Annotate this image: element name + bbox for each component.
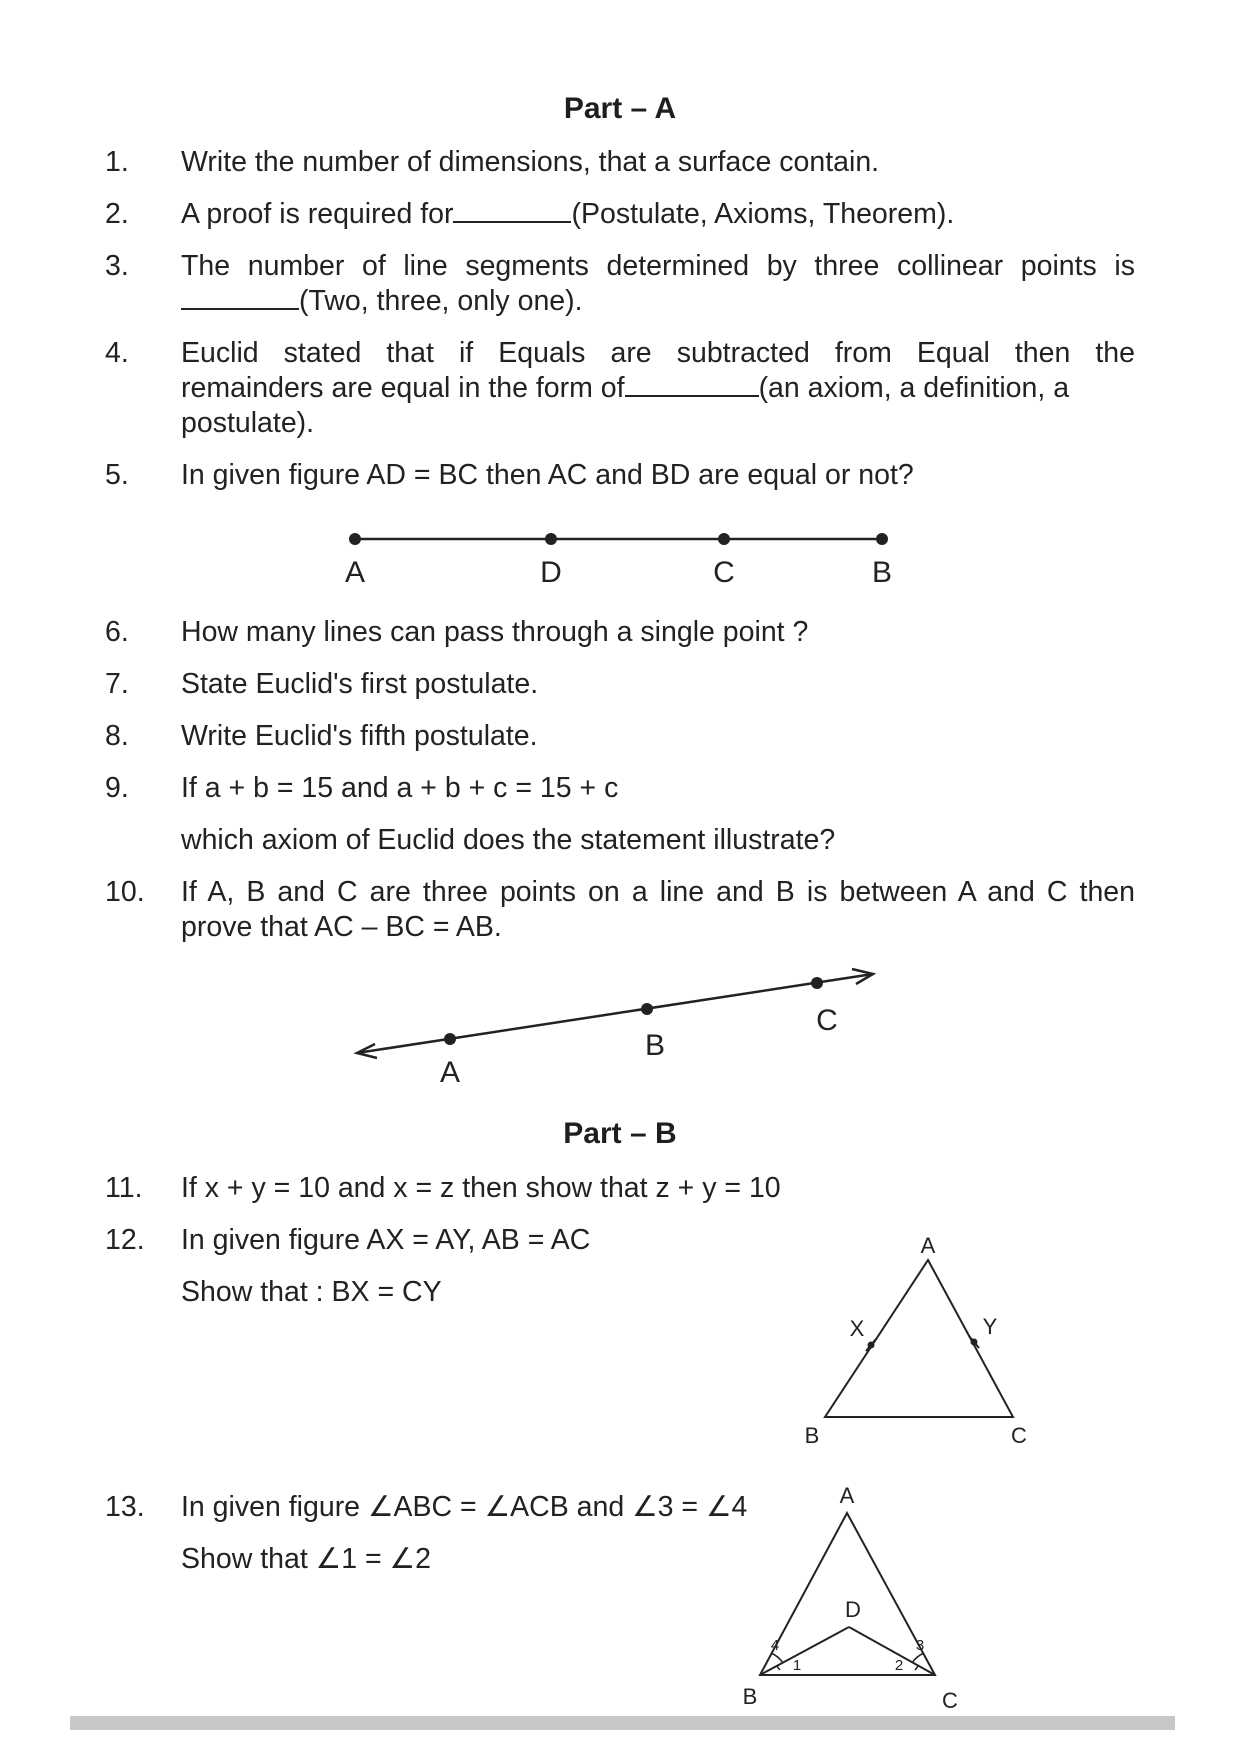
label-b: B bbox=[742, 1684, 758, 1709]
question-13 bbox=[105, 1490, 795, 1577]
triangle-abc bbox=[760, 1513, 935, 1675]
label-a: A bbox=[344, 556, 366, 589]
question-number: 2. bbox=[105, 198, 129, 230]
point-c bbox=[811, 977, 823, 989]
figure-line-abc bbox=[345, 955, 900, 1090]
label-y: Y bbox=[982, 1314, 998, 1339]
question-text: If x + y = 10 and x = z then show that z + y = 10 bbox=[181, 1172, 781, 1204]
question-8 bbox=[105, 719, 1135, 754]
angle-label-3: 3 bbox=[915, 1637, 925, 1654]
answer-blank bbox=[181, 284, 299, 310]
question-text: In given figure AX = AY, AB = AC bbox=[181, 1224, 591, 1256]
label-d: D bbox=[540, 556, 562, 589]
angle-label-4: 4 bbox=[770, 1637, 780, 1654]
point-a bbox=[444, 1033, 456, 1045]
question-number: 7. bbox=[105, 668, 129, 700]
question-text: Write Euclid's fifth postulate. bbox=[181, 720, 538, 752]
label-b: B bbox=[804, 1423, 820, 1448]
question-text: which axiom of Euclid does the statement illustrate? bbox=[181, 824, 836, 856]
point-a bbox=[349, 533, 361, 545]
question-options: (an axiom, a definition, a bbox=[758, 372, 1070, 404]
question-12 bbox=[105, 1223, 725, 1310]
question-6 bbox=[105, 615, 1135, 650]
label-a: A bbox=[439, 1056, 461, 1089]
label-b: B bbox=[871, 556, 893, 589]
question-text: State Euclid's first postulate. bbox=[181, 668, 539, 700]
question-options: (Two, three, only one). bbox=[299, 285, 583, 317]
answer-blank bbox=[453, 197, 571, 223]
question-number: 3. bbox=[105, 250, 129, 282]
line-abc bbox=[357, 974, 873, 1053]
question-text: Write the number of dimensions, that a surface contain. bbox=[181, 146, 880, 178]
question-10 bbox=[105, 875, 1135, 945]
figure-triangle-abcd bbox=[735, 1480, 975, 1715]
answer-blank bbox=[625, 371, 759, 397]
label-a: A bbox=[920, 1233, 936, 1258]
figure-segment-adcb bbox=[330, 520, 910, 595]
label-c: C bbox=[1011, 1423, 1027, 1448]
point-d bbox=[545, 533, 557, 545]
question-1 bbox=[105, 145, 1135, 180]
label-d: D bbox=[845, 1597, 861, 1622]
point-b bbox=[641, 1003, 653, 1015]
question-11 bbox=[105, 1171, 1135, 1206]
label-c: C bbox=[713, 556, 735, 589]
question-text: If A, B and C are three points on a line and B is between A and C then bbox=[181, 876, 1135, 908]
question-text: If a + b = 15 and a + b + c = 15 + c bbox=[181, 772, 619, 804]
question-text: In given figure AD = BC then AC and BD are equal or not? bbox=[181, 459, 914, 491]
page-bottom-bar bbox=[70, 1716, 1175, 1730]
question-text: How many lines can pass through a single point ? bbox=[181, 616, 809, 648]
angle-label-2: 2 bbox=[894, 1657, 904, 1674]
label-a: A bbox=[839, 1483, 855, 1508]
part-a-heading: Part – A bbox=[563, 92, 677, 125]
question-text: Show that ∠1 = ∠2 bbox=[181, 1543, 431, 1575]
point-c bbox=[718, 533, 730, 545]
question-number: 5. bbox=[105, 459, 129, 491]
question-number: 1. bbox=[105, 146, 129, 178]
angle-arc-4 bbox=[771, 1653, 783, 1663]
label-x: X bbox=[849, 1316, 865, 1341]
part-b-heading: Part – B bbox=[563, 1117, 677, 1150]
question-2 bbox=[105, 197, 1135, 232]
question-4 bbox=[105, 336, 1135, 441]
question-number: 9. bbox=[105, 772, 129, 804]
label-c: C bbox=[816, 1004, 838, 1037]
question-5 bbox=[105, 458, 1135, 493]
question-number: 8. bbox=[105, 720, 129, 752]
question-9 bbox=[105, 771, 1135, 858]
question-number: 11. bbox=[105, 1172, 143, 1204]
question-text: remainders are equal in the form of bbox=[181, 372, 625, 404]
question-3 bbox=[105, 249, 1135, 319]
question-text: In given figure ∠ABC = ∠ACB and ∠3 = ∠4 bbox=[181, 1491, 748, 1523]
question-options: postulate). bbox=[181, 407, 315, 439]
question-text: Show that : BX = CY bbox=[181, 1276, 442, 1308]
question-number: 4. bbox=[105, 337, 129, 369]
angle-label-1: 1 bbox=[792, 1657, 802, 1674]
question-options: (Postulate, Axioms, Theorem). bbox=[571, 198, 955, 230]
angle-arc-1 bbox=[777, 1666, 780, 1670]
question-text: The number of line segments determined by three collinear points is bbox=[181, 250, 1135, 282]
angle-arc-2 bbox=[915, 1666, 918, 1670]
angle-arc-3 bbox=[912, 1653, 924, 1663]
label-c: C bbox=[942, 1688, 958, 1713]
question-text: A proof is required for bbox=[181, 198, 454, 230]
figure-triangle-axy bbox=[800, 1225, 1060, 1455]
question-text: Euclid stated that if Equals are subtracted from Equal then the bbox=[181, 337, 1135, 369]
question-number: 6. bbox=[105, 616, 129, 648]
question-number: 10. bbox=[105, 876, 145, 908]
label-b: B bbox=[644, 1029, 666, 1062]
point-b bbox=[876, 533, 888, 545]
question-number: 12. bbox=[105, 1224, 145, 1256]
question-7 bbox=[105, 667, 1135, 702]
question-number: 13. bbox=[105, 1491, 145, 1523]
question-text: prove that AC – BC = AB. bbox=[181, 911, 502, 943]
